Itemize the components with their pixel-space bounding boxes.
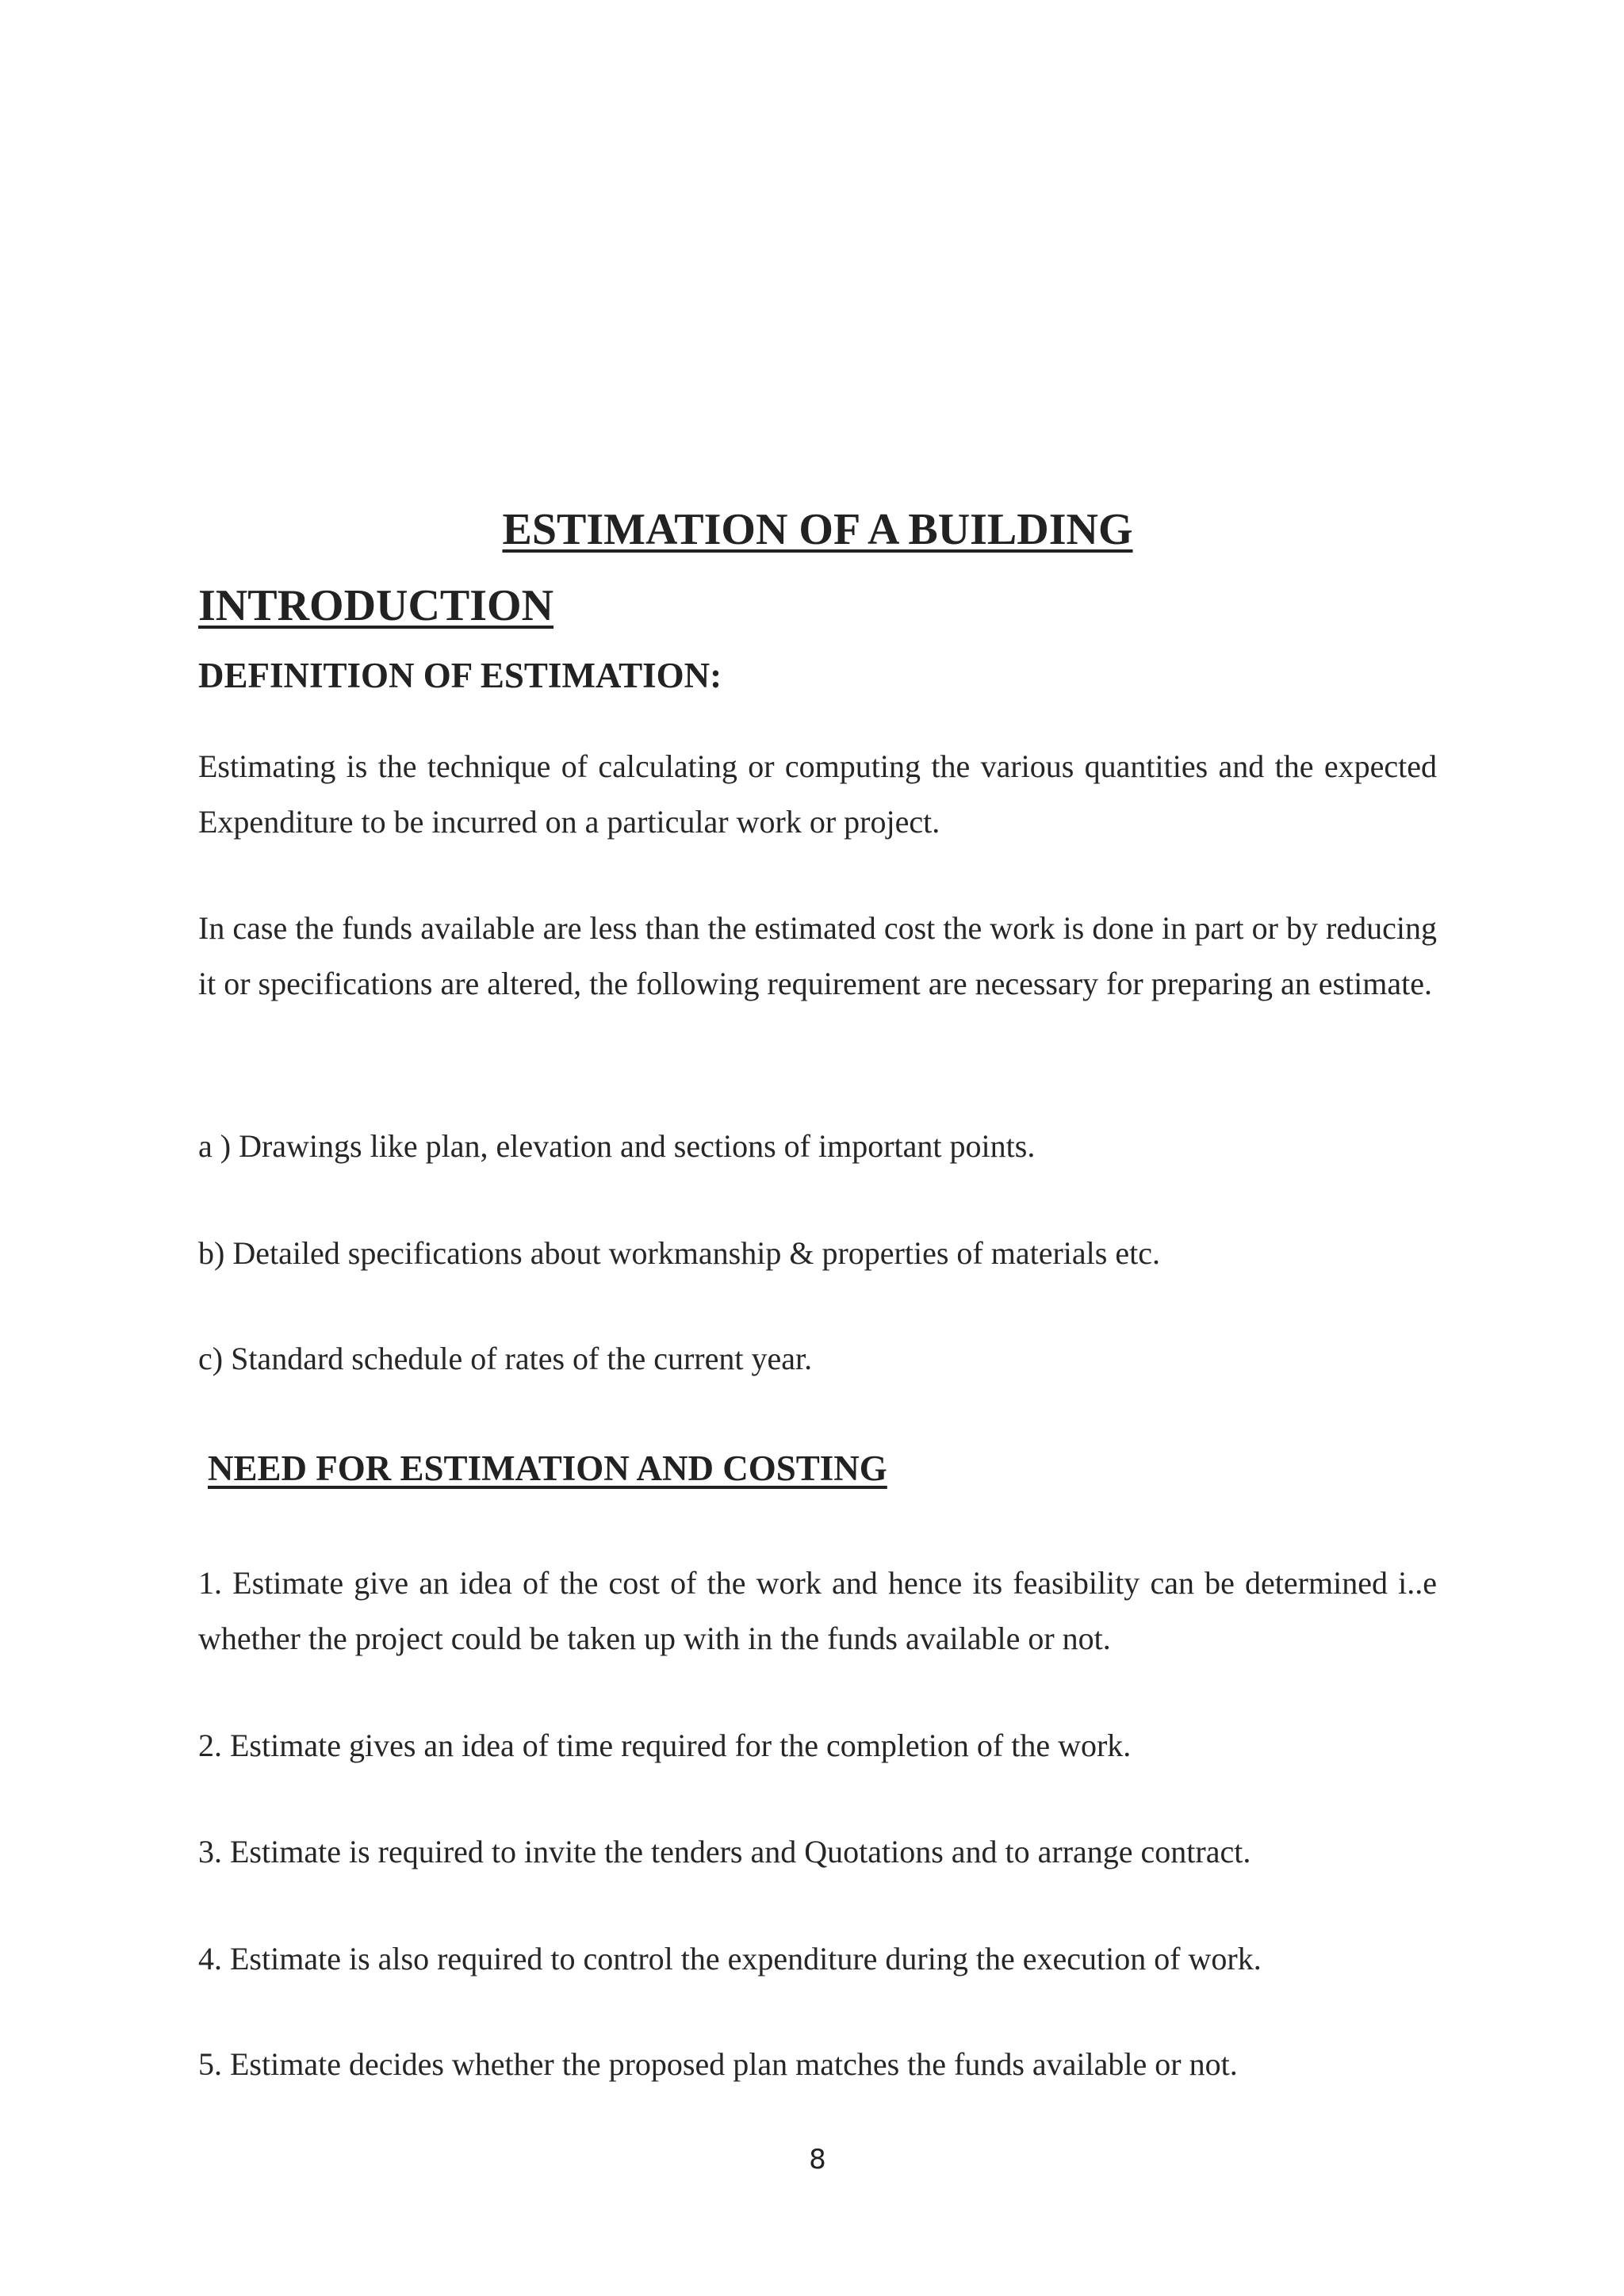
- need-section-heading-text: NEED FOR ESTIMATION AND COSTING: [208, 1448, 887, 1488]
- need-item-1: 1. Estimate give an idea of the cost of the work and hence its feasibility can be determined i..e whether the project could be taken up with in the funds available or not.: [198, 1565, 1437, 1656]
- definition-paragraph: Estimating is the technique of calculating or computing the various quantities and the expected Expenditure to be incurred on a particular work or project.: [198, 748, 1437, 840]
- need-section-heading: [208, 1445, 887, 1492]
- requirement-item-a: a ) Drawings like plan, elevation and sections of important points.: [198, 1128, 1036, 1164]
- need-item-3: 3. Estimate is required to invite the tenders and Quotations and to arrange contract.: [198, 1834, 1251, 1869]
- introduction-heading-text: INTRODUCTION: [198, 581, 554, 630]
- requirement-item-b: b) Detailed specifications about workmanship & properties of materials etc.: [198, 1235, 1160, 1271]
- page-number: 8: [809, 2144, 826, 2175]
- page-title: [0, 501, 1624, 558]
- definition-heading: DEFINITION OF ESTIMATION:: [198, 656, 722, 695]
- introduction-heading: [198, 577, 553, 634]
- need-item-4: 4. Estimate is also required to control the expenditure during the execution of work.: [198, 1941, 1262, 1976]
- requirement-item-c: c) Standard schedule of rates of the current year.: [198, 1341, 813, 1376]
- funds-paragraph: In case the funds available are less than the estimated cost the work is done in part or by reducing it or specifications are altered, the following requirement are necessary for preparing an estimate.: [198, 910, 1437, 1001]
- need-item-5: 5. Estimate decides whether the proposed plan matches the funds available or not.: [198, 2046, 1238, 2082]
- need-item-2: 2. Estimate gives an idea of time required for the completion of the work.: [198, 1728, 1132, 1763]
- page-title-text: ESTIMATION OF A BUILDING: [502, 505, 1133, 554]
